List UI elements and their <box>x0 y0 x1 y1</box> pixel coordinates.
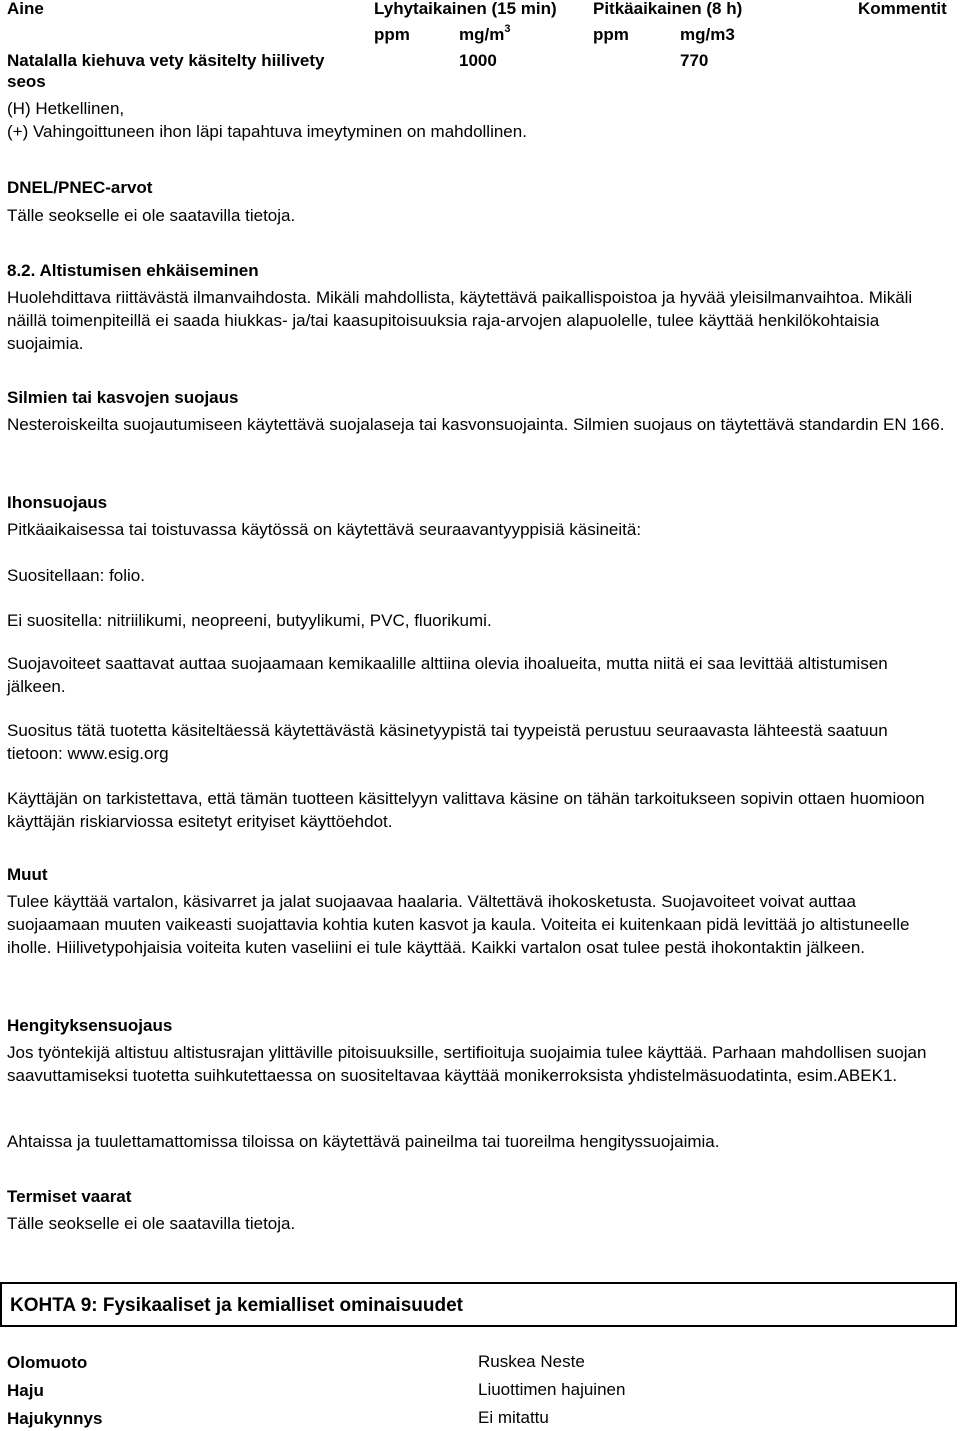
unit-short-mg: $mg/m^3$ <box>459 23 511 44</box>
property-value-form: Ruskea Neste <box>478 1352 585 1371</box>
skin-paragraph-recommended: Suositellaan: folio. <box>7 566 145 585</box>
note-momentary: (H) Hetkellinen, <box>7 99 125 118</box>
row-substance-line1: Natalalla kiehuva vety käsitelty hiilivety <box>7 51 325 70</box>
dnel-heading: DNEL/PNEC-arvot <box>7 178 153 197</box>
note-skin-absorption: (+) Vahingoittuneen ihon läpi tapahtuva imeytyminen on mahdollinen. <box>7 122 527 141</box>
skin-paragraph-user-check: Käyttäjän on tarkistettava, että tämän tuotteen käsittelyyn valittava käsine on tähän tarkoitukseen sopivin ottaen huomioon käyttäjän riskiarviossa esitetyt erityiset käyttöehdot. <box>7 789 925 831</box>
skin-paragraph-source: Suositus tätä tuotetta käsiteltäessä käytettävästä käsinetyypistä tai tyypeistä perustuu seuraavasta lähteestä saatuun tietoon: www.esig.org <box>7 721 888 763</box>
property-label-form: Olomuoto <box>7 1353 88 1372</box>
skin-paragraph-creams: Suojavoiteet saattavat auttaa suojaamaan kemikaalille alttiina olevia ihoalueita, mutta niitä ei saa levittää altistumisen jälkeen. <box>7 654 888 696</box>
other-heading: Muut <box>7 865 48 884</box>
unit-short-ppm: ppm <box>374 25 410 44</box>
row-short-ppm-value: 1000 <box>459 51 497 70</box>
exposure-text: Huolehdittava riittävästä ilmanvaihdosta. Mikäli mahdollista, käytettävä paikallispoistoa ja hyvää yleisilmanvaihtoa. Mikäli näillä toimenpiteillä ei saada hiukkas- ja/tai kaasupitoisuuksia raja-arvojen alapuolelle, tulee käyttää henkilökohtaisia suojaimia. <box>7 288 913 353</box>
property-value-odor-threshold: Ei mitattu <box>478 1408 549 1427</box>
respiratory-text-confined: Ahtaissa ja tuulettamattomissa tiloissa on käytettävä paineilma tai tuoreilma hengityssuojaimia. <box>7 1132 720 1151</box>
row-long-ppm-value: 770 <box>680 51 709 70</box>
eye-heading: Silmien tai kasvojen suojaus <box>7 388 239 407</box>
respiratory-text: Jos työntekijä altistuu altistusrajan ylittäville pitoisuuksille, sertifioituja suojaimia tulee käyttää. Parhaan mahdollisen suojan saavuttamiseksi tuotetta suihkutettaessa on suositeltavaa käyttää monikerroksista yhdistelmäsuodatinta, esim.ABEK1. <box>7 1043 927 1085</box>
header-comments: Kommentit <box>858 0 947 18</box>
exposure-heading: 8.2. Altistumisen ehkäiseminen <box>7 261 259 280</box>
header-short-term: Lyhytaikainen (15 min) <box>374 0 557 18</box>
skin-paragraph-not-recommended: Ei suositella: nitriilikumi, neopreeni, butyylikumi, PVC, fluorikumi. <box>7 611 492 630</box>
unit-long-ppm: ppm <box>593 25 629 44</box>
header-long-term: Pitkäaikainen (8 h) <box>593 0 743 18</box>
property-value-odor: Liuottimen hajuinen <box>478 1380 626 1399</box>
dnel-text: Tälle seokselle ei ole saatavilla tietoja. <box>7 206 296 225</box>
thermal-heading: Termiset vaarat <box>7 1187 132 1206</box>
skin-heading: Ihonsuojaus <box>7 493 108 512</box>
header-substance: Aine <box>7 0 44 18</box>
section9-title: KOHTA 9: Fysikaaliset ja kemialliset ominaisuudet <box>10 1295 463 1316</box>
unit-long-mg: mg/m3 <box>680 25 735 44</box>
property-label-odor: Haju <box>7 1381 44 1400</box>
row-substance-line2: seos <box>7 72 46 91</box>
thermal-text: Tälle seokselle ei ole saatavilla tietoja. <box>7 1214 296 1233</box>
property-label-odor-threshold: Hajukynnys <box>7 1409 103 1428</box>
eye-text: Nesteroiskeilta suojautumiseen käytettävä suojalaseja tai kasvonsuojainta. Silmien suojaus on täytettävä standardin EN 166. <box>7 415 945 434</box>
other-text: Tulee käyttää vartalon, käsivarret ja jalat suojaavaa haalaria. Vältettävä ihokosketusta. Suojavoiteet voivat auttaa suojaamaan muuten vaikeasti suojattavia kohtia kuten kasvot ja kaula. Voiteita ei kuitenkaan pidä levittää jo altistuneelle iholle. Hiilivetypohjaisia voiteita kuten vaseliini ei tule käyttää. Kaikki vartalon osat tulee pestä ihokontaktin jälkeen. <box>7 892 910 957</box>
skin-paragraph-gloves: Pitkäaikaisessa tai toistuvassa käytössä on käytettävä seuraavantyyppisiä käsineitä: <box>7 520 642 539</box>
respiratory-heading: Hengityksensuojaus <box>7 1016 173 1035</box>
section9-title-box <box>0 1282 957 1327</box>
